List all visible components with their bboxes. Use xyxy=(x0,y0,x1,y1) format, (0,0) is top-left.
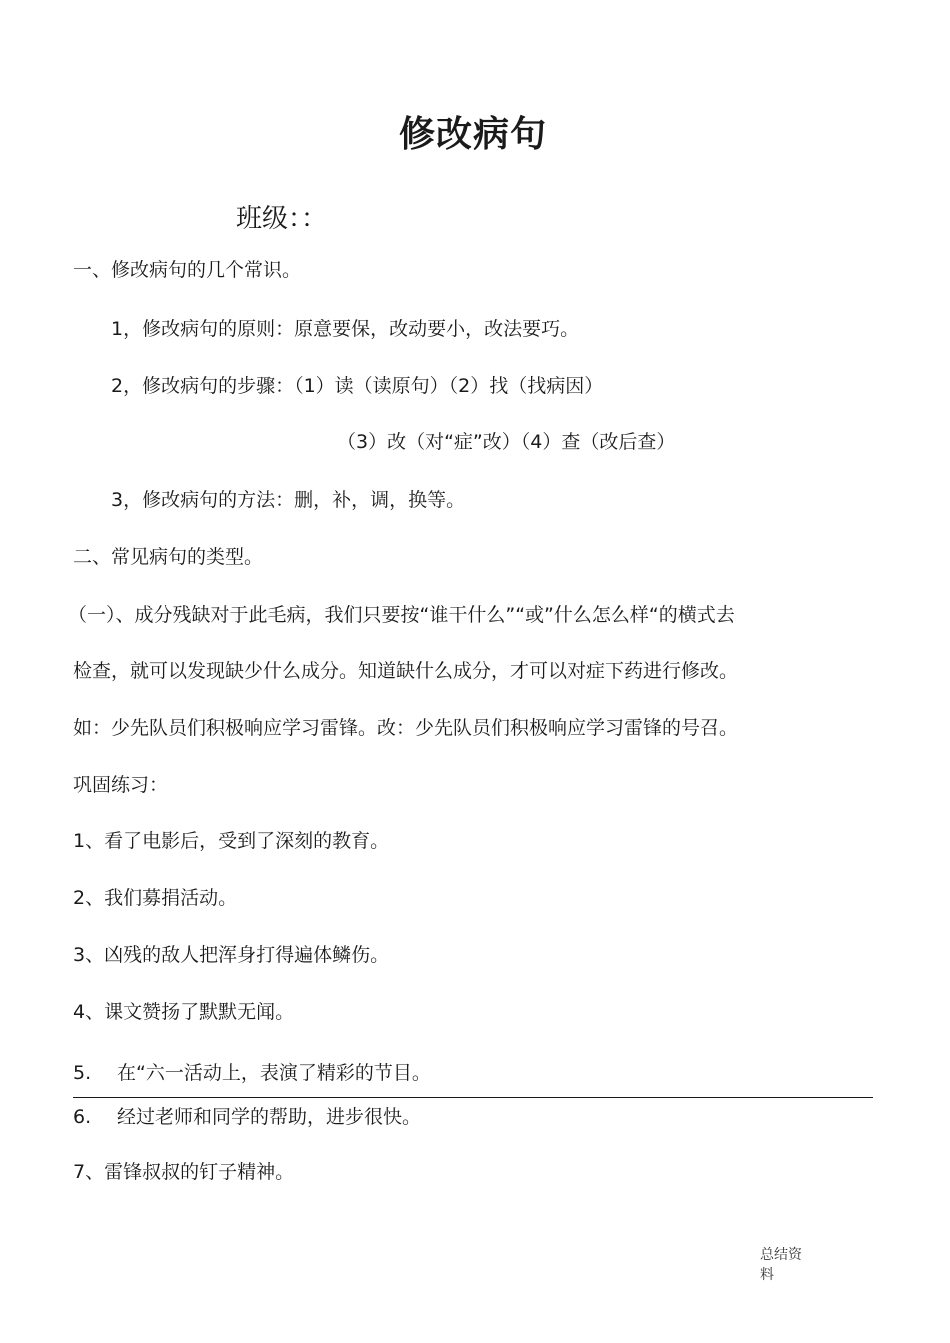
exercise-number: 5. xyxy=(73,1062,92,1084)
exercise-item-7: 7、雷锋叔叔的钉子精神。 xyxy=(73,1161,295,1183)
section-2-paragraph-line-2: 检查，就可以发现缺少什么成分。知道缺什么成分，才可以对症下药进行修改。 xyxy=(73,660,739,682)
section-1-heading: 一、修改病句的几个常识。 xyxy=(73,259,302,281)
footer-note: 总结资料 xyxy=(760,1247,802,1283)
exercise-item: 4、课文赞扬了默默无闻。 xyxy=(73,1001,295,1023)
section-1-item-3: 3，修改病句的方法：删，补，调，换等。 xyxy=(111,489,466,511)
exercise-text: 在“六一活动上，表演了精彩的节目。 xyxy=(117,1062,431,1084)
exercise-number: 6. xyxy=(73,1106,92,1128)
exercise-item-6 xyxy=(73,1103,421,1131)
section-1-item-2-continued: （3）改（对“症”改）（4）查（改后查） xyxy=(337,431,676,453)
section-2-paragraph-line-1: （一）、成分残缺对于此毛病，我们只要按“谁干什么”“或”什么怎么样“的横式去 xyxy=(68,604,735,626)
section-2-heading: 二、常见病句的类型。 xyxy=(73,546,264,568)
exercise-text: 经过老师和同学的帮助，进步很快。 xyxy=(117,1106,422,1128)
exercise-item: 1、看了电影后，受到了深刻的教育。 xyxy=(73,830,390,852)
section-1-item-1: 1，修改病句的原则：原意要保，改动要小，改法要巧。 xyxy=(111,318,580,340)
exercise-item-5 xyxy=(73,1059,431,1087)
practice-heading: 巩固练习： xyxy=(73,774,169,796)
section-1-item-2: 2，修改病句的步骤：（1）读（读原句）（2）找（找病因） xyxy=(111,375,604,397)
class-label: 班级：： xyxy=(236,204,328,234)
example-sentence: 如：少先队员们积极响应学习雷锋。改：少先队员们积极响应学习雷锋的号召。 xyxy=(73,717,739,739)
divider-line xyxy=(73,1097,873,1098)
exercise-item: 2、我们募捐活动。 xyxy=(73,887,238,909)
exercise-item: 3、凶残的敌人把浑身打得遍体鳞伤。 xyxy=(73,944,390,966)
page-title: 修改病句 xyxy=(398,114,547,155)
